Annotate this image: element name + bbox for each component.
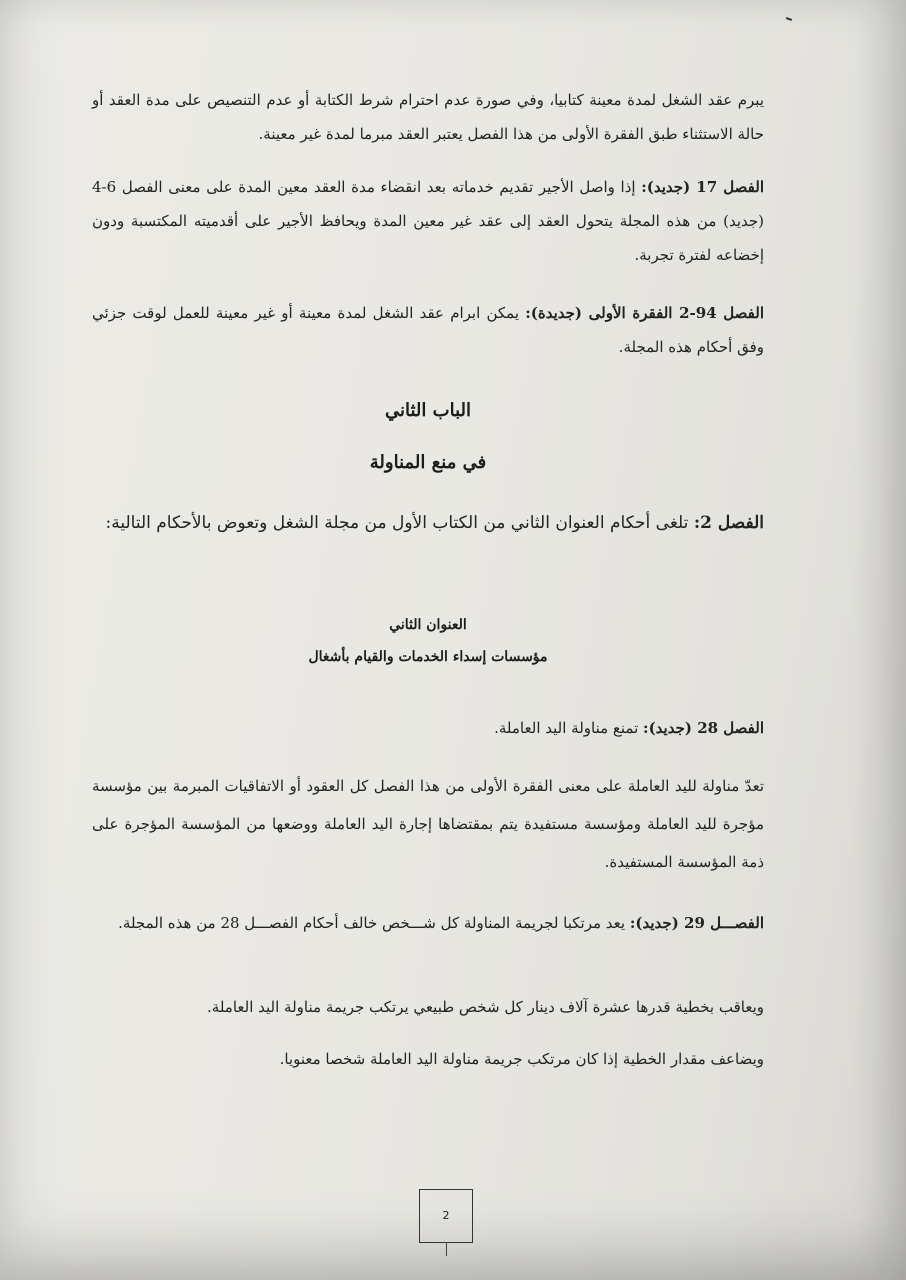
ink-mark xyxy=(786,17,792,21)
page-number-box xyxy=(419,1189,473,1243)
paragraph-article-17 xyxy=(92,170,764,272)
paragraph-penalty xyxy=(92,990,764,1024)
paragraph-article-2 xyxy=(92,503,764,543)
paragraph-1-text: يبرم عقد الشغل لمدة معينة كتابيا، وفي صورة عدم احترام شرط الكتابة أو عدم التنصيص على مدة العقد أو حالة الاستثناء طبق الفقرة الأولى من هذا الفصل يعتبر العقد مبرما لمدة غير معينة. xyxy=(92,91,764,143)
penalty-double-text: ويضاعف مقدار الخطية إذا كان مرتكب جريمة مناولة اليد العاملة شخصا معنويا. xyxy=(279,1050,764,1068)
penalty-text: ويعاقب بخطية قدرها عشرة آلاف دينار كل شخص طبيعي يرتكب جريمة مناولة اليد العاملة. xyxy=(207,998,764,1016)
paragraph-article-94-2 xyxy=(92,296,764,364)
paragraph-article-28 xyxy=(92,711,764,745)
article-17-text: إذا واصل الأجير تقديم خدماته بعد انقضاء مدة العقد معين المدة على معنى الفصل 6-4 (جديد) من هذه المجلة يتحول العقد إلى عقد غير معين المدة ويحافظ الأجير على أقدميته المكتسبة ودون إخضاعه لفترة تجربة. xyxy=(92,178,764,264)
article-94-2-heading: الفصل 94-2 الفقرة الأولى (جديدة): xyxy=(525,304,764,322)
article-29-text: يعد مرتكبا لجريمة المناولة كل شـــخص خالف أحكام الفصـــل 28 من هذه المجلة. xyxy=(118,914,630,932)
chapter-title: في منع المناولة xyxy=(369,452,487,473)
subcontracting-definition-text: تعدّ مناولة لليد العاملة على معنى الفقرة الأولى من هذا الفصل كل العقود أو الاتفاقيات المبرمة بين مؤسسة مؤجرة لليد العاملة ومؤسسة مستفيدة يتم بمقتضاها إجارة اليد العاملة ووضعها من المؤسسة المؤجرة على ذمة المؤسسة المستفيدة. xyxy=(92,777,764,871)
section-heading: العنوان الثاني xyxy=(389,617,467,633)
paragraph-article-29 xyxy=(92,906,764,940)
article-17-heading: الفصل 17 (جديد): xyxy=(641,178,764,196)
article-94-2-text: يمكن ابرام عقد الشغل لمدة معينة أو غير معينة للعمل لوقت جزئي وفق أحكام هذه المجلة. xyxy=(92,304,764,356)
page-tick-mark xyxy=(446,1242,447,1256)
paragraph-1 xyxy=(92,83,764,151)
article-28-heading: الفصل 28 (جديد): xyxy=(643,719,764,737)
paragraph-subcontracting-definition xyxy=(92,767,764,881)
paragraph-penalty-double xyxy=(92,1042,764,1076)
article-29-heading: الفصـــل 29 (جديد): xyxy=(629,914,764,932)
page-number: 2 xyxy=(442,1209,450,1222)
article-2-text: تلغى أحكام العنوان الثاني من الكتاب الأول من مجلة الشغل وتعوض بالأحكام التالية: xyxy=(105,513,694,533)
section-title: مؤسسات إسداء الخدمات والقيام بأشغال xyxy=(308,649,548,665)
article-2-heading: الفصل 2: xyxy=(693,513,764,533)
chapter-heading: الباب الثاني xyxy=(384,400,472,421)
article-28-text: تمنع مناولة اليد العاملة. xyxy=(494,719,644,737)
